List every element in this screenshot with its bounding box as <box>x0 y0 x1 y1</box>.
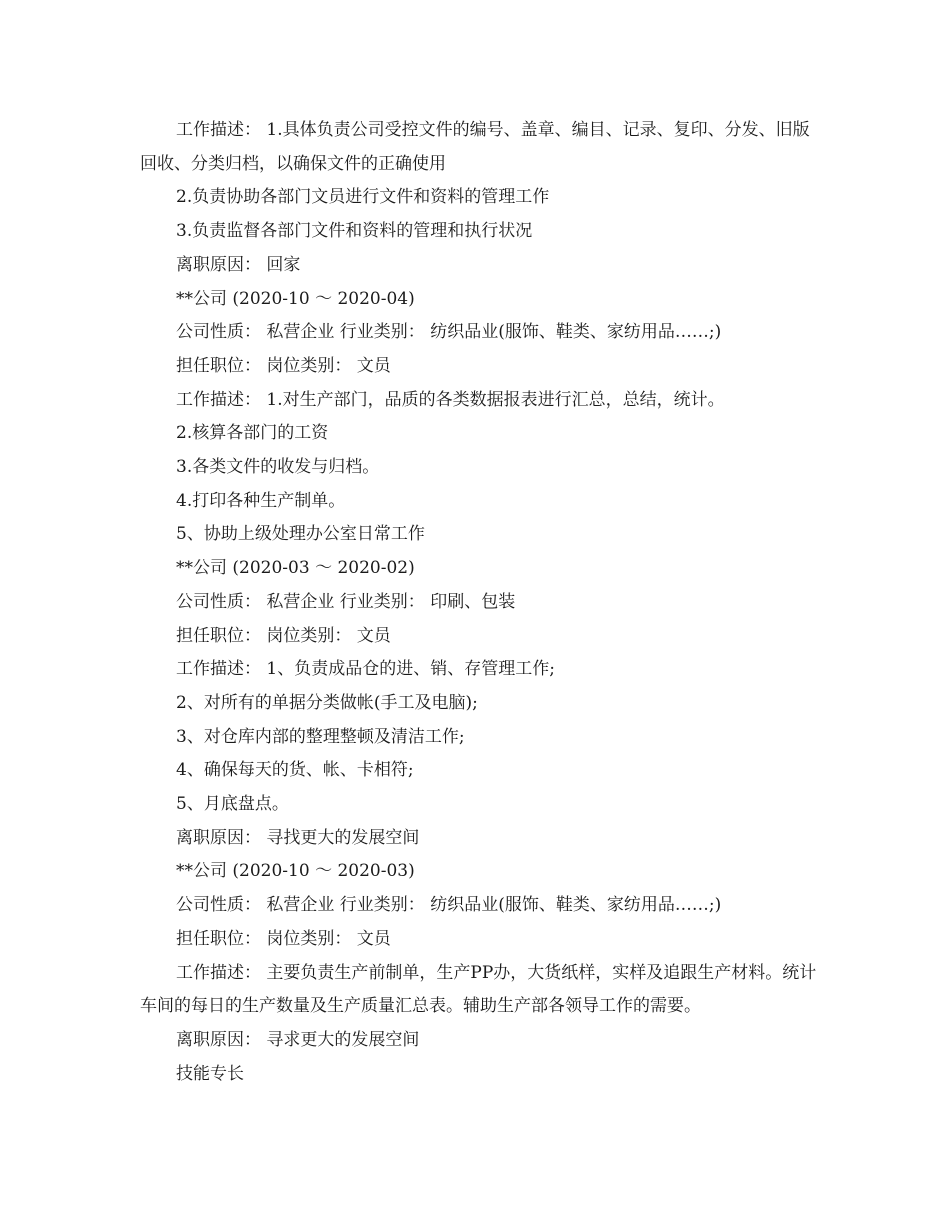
job-description-3: 工作描述： 1、负责成品仓的进、销、存管理工作; <box>176 659 555 680</box>
job-duty-line: 5、月底盘点。 <box>176 794 289 815</box>
leave-reason-3: 离职原因： 寻找更大的发展空间 <box>176 827 420 848</box>
company-nature-2: 公司性质： 私营企业 行业类别： 纺织品业(服饰、鞋类、家纺用品……;) <box>176 322 722 343</box>
job-duty-line: 2.核算各部门的工资 <box>176 423 329 444</box>
leave-reason-1: 离职原因： 回家 <box>176 254 301 275</box>
section-heading-skills: 技能专长 <box>176 1063 244 1084</box>
job-duty-line: 2.负责协助各部门文员进行文件和资料的管理工作 <box>176 187 550 208</box>
job-duty-line: 3、对仓库内部的整理整顿及清洁工作; <box>176 726 465 747</box>
company-nature-3: 公司性质： 私营企业 行业类别： 印刷、包装 <box>176 591 516 612</box>
leave-reason-4: 离职原因： 寻求更大的发展空间 <box>176 1029 420 1050</box>
job-description-4: 工作描述： 主要负责生产前制单，生产PP办，大货纸样，实样及追跟生产材料。统计车间的每日的生产数量及生产质量汇总表。辅助生产部各领导工作的需要。 <box>140 962 817 1017</box>
job-duty-line: 4.打印各种生产制单。 <box>176 490 346 511</box>
job-duty-line: 5、协助上级处理办公室日常工作 <box>176 524 425 545</box>
document-body <box>140 114 820 1091</box>
job-description-1: 工作描述： 1.具体负责公司受控文件的编号、盖章、编目、记录、复印、分发、旧版回收、分类归档，以确保文件的正确使用 <box>140 120 810 174</box>
job-duty-line: 3.负责监督各部门文件和资料的管理和执行状况 <box>176 221 533 242</box>
position-2: 担任职位： 岗位类别： 文员 <box>176 355 391 376</box>
job-duty-line: 3.各类文件的收发与归档。 <box>176 457 380 478</box>
job-duty-line: 4、确保每天的货、帐、卡相符; <box>176 760 414 781</box>
job-description-2: 工作描述： 1.对生产部门，品质的各类数据报表进行汇总，总结，统计。 <box>176 389 725 410</box>
company-heading-3: **公司 (2020-03 ～ 2020-02) <box>176 558 415 579</box>
position-4: 担任职位： 岗位类别： 文员 <box>176 928 391 949</box>
company-heading-4: **公司 (2020-10 ～ 2020-03) <box>176 861 415 882</box>
position-3: 担任职位： 岗位类别： 文员 <box>176 625 391 646</box>
job-duty-line: 2、对所有的单据分类做帐(手工及电脑); <box>176 692 478 713</box>
company-heading-2: **公司 (2020-10 ～ 2020-04) <box>176 288 415 309</box>
company-nature-4: 公司性质： 私营企业 行业类别： 纺织品业(服饰、鞋类、家纺用品……;) <box>176 895 722 916</box>
